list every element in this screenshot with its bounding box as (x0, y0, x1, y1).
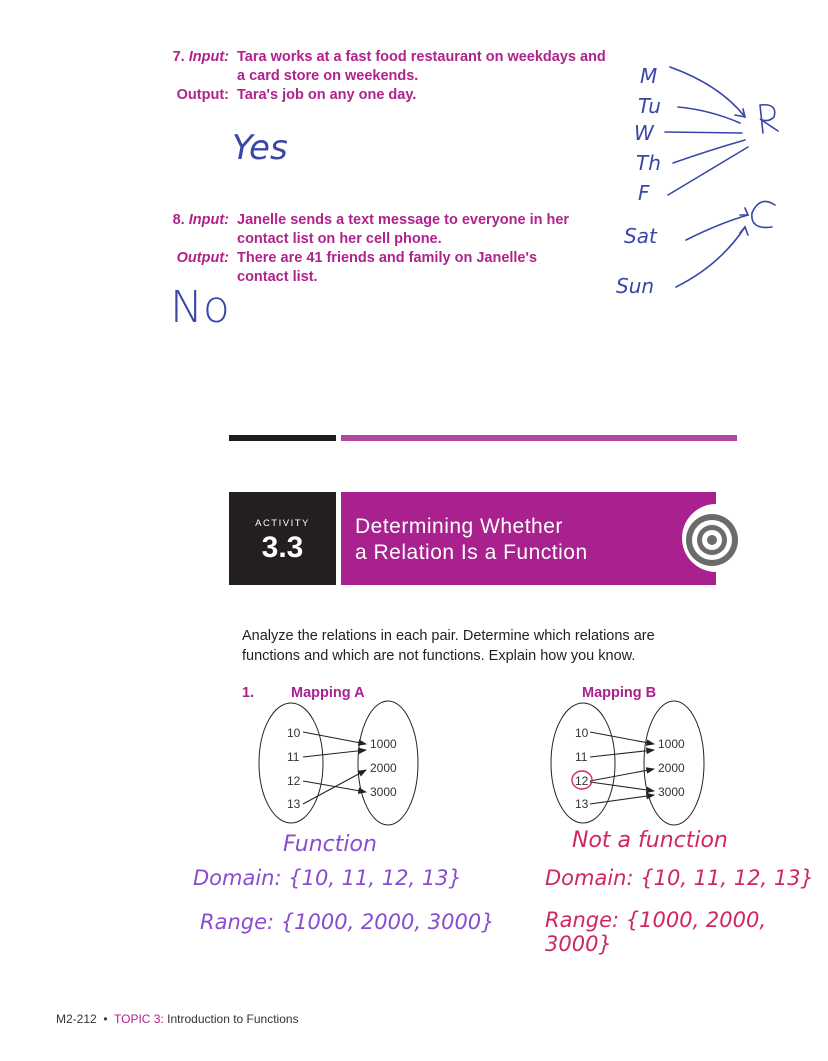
svg-text:12: 12 (575, 774, 589, 788)
problem-number: 1. (242, 685, 255, 701)
svg-text:2000: 2000 (658, 761, 685, 775)
hand-day-th: Th (636, 151, 661, 175)
question-8 (137, 211, 757, 291)
input-text-line: Tara works at a fast food restaurant on weekdays and (237, 49, 606, 65)
instructions: Analyze the relations in each pair. Determine which relations are functions and which are not functions. Explain how you know. (242, 628, 655, 664)
mapping-b-range: Range: {1000, 2000, 3000} (545, 908, 767, 956)
input-text-line: a card store on weekends. (237, 68, 419, 84)
svg-text:2000: 2000 (370, 761, 397, 775)
mapping-a-diagram (250, 700, 430, 830)
hand-day-sun: Sun (616, 274, 655, 298)
mapping-a-title: Mapping A (291, 685, 365, 701)
output-text: Tara's job on any one day. (237, 87, 417, 103)
input-text-line: contact list on her cell phone. (237, 231, 442, 247)
mapping-b-title: Mapping B (582, 685, 657, 701)
activity-label: ACTIVITY (255, 518, 310, 529)
svg-text:3000: 3000 (370, 785, 397, 799)
hand-day-w: W (634, 121, 654, 145)
svg-text:13: 13 (575, 797, 589, 811)
svg-text:10: 10 (575, 726, 589, 740)
activity-title-line1: Determining Whether (355, 515, 563, 538)
mapping-b-diagram (540, 700, 720, 830)
mapping-a-domain: Domain: {10, 11, 12, 13} (193, 866, 462, 890)
input-label: Input: (188, 49, 229, 65)
mapping-b-domain: Domain: {10, 11, 12, 13} (545, 866, 814, 890)
output-label: Output: (176, 87, 229, 103)
output-text-line: There are 41 friends and family on Janelle's (237, 250, 538, 266)
mapping-a-verdict: Function (283, 832, 377, 857)
activity-number: 3.3 (261, 531, 304, 564)
svg-text:3000: 3000 (658, 785, 685, 799)
topic-label: TOPIC 3: (114, 1012, 164, 1026)
hand-day-m: M (640, 64, 658, 88)
target-icon (684, 512, 740, 568)
question-number: 8. (172, 212, 185, 228)
hand-day-f: F (638, 181, 650, 205)
page-footer (56, 1012, 299, 1026)
topic-title: Introduction to Functions (167, 1012, 299, 1026)
input-text-line: Janelle sends a text message to everyone in her (237, 212, 570, 228)
divider-bar-black (229, 435, 336, 441)
output-label: Output: (176, 250, 229, 266)
activity-number-box (229, 492, 336, 585)
svg-text:1000: 1000 (370, 737, 397, 751)
svg-text:12: 12 (287, 774, 301, 788)
input-label: Input: (188, 212, 229, 228)
activity-title-line2: a Relation Is a Function (355, 541, 588, 564)
handwritten-answer-yes: Yes (232, 128, 288, 168)
svg-text:11: 11 (287, 750, 300, 764)
mapping-b-verdict: Not a function (572, 828, 728, 853)
divider-bar-magenta (341, 435, 737, 441)
svg-text:13: 13 (287, 797, 301, 811)
hand-day-sat: Sat (624, 224, 657, 248)
hand-day-tu: Tu (638, 94, 661, 118)
question-number: 7. (172, 49, 185, 65)
footer-bullet: • (103, 1012, 108, 1026)
activity-title-box (341, 492, 716, 585)
svg-text:10: 10 (287, 726, 301, 740)
handwritten-answer-no: No (170, 282, 230, 333)
mapping-a-range: Range: {1000, 2000, 3000} (200, 910, 495, 934)
svg-text:1000: 1000 (658, 737, 685, 751)
output-text-line: contact list. (237, 269, 318, 285)
svg-text:11: 11 (575, 750, 588, 764)
page-number: M2-212 (56, 1012, 97, 1026)
